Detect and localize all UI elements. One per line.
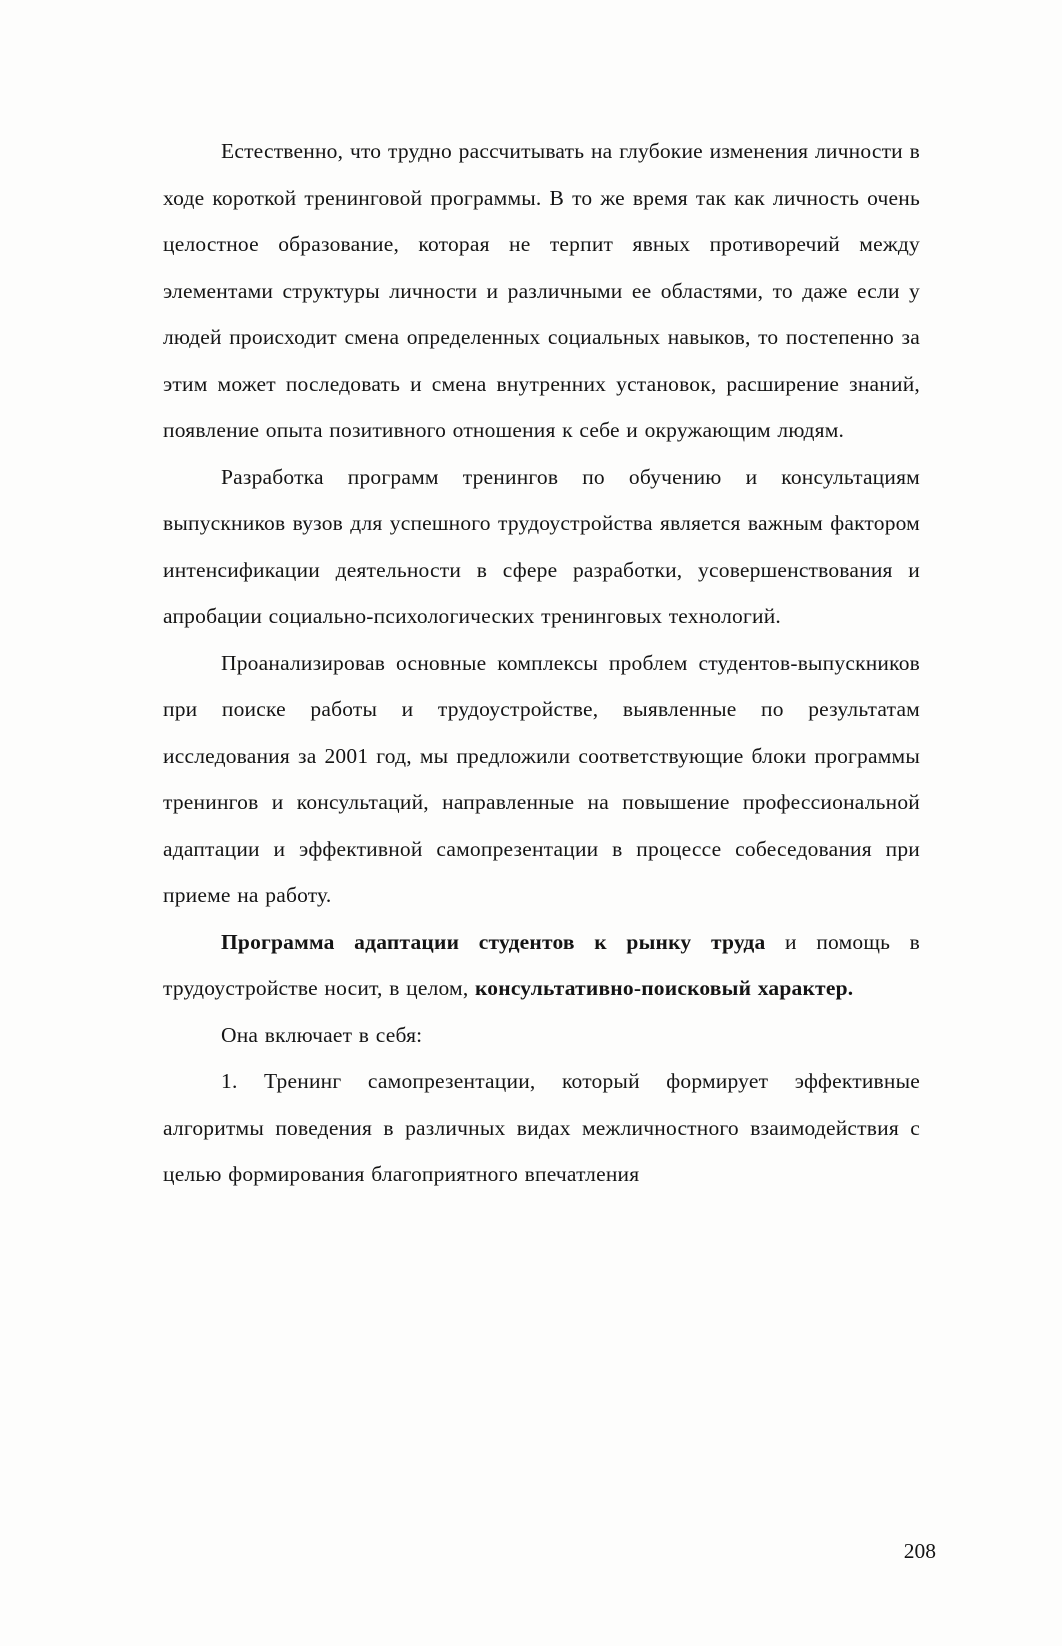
bold-consultative-character: консультативно-поисковый характер. [475,976,854,1000]
paragraph-personality-change: Естественно, что трудно рассчитывать на глубокие изменения личности в ходе короткой тренинговой программы. В то же время так как личность очень целостное образование, которая не терпит явных противоречий между элементами структуры личности и различными ее областями, то даже если у людей происходит смена определенных социальных навыков, то постепенно за этим может последовать и смена внутренних установок, расширение знаний, появление опыта позитивного отношения к себе и окружающим людям. [163,139,920,442]
body-text: и помощь в трудоустройстве носит, в целом, [163,929,921,1000]
paragraph-program-development: Разработка программ тренингов по обучению и консультациям выпускников вузов для успешного трудоустройства является важным фактором интенсификации деятельности в сфере разработки, усовершенствования и апробации социально-психологических тренинговых технологий. [163,464,920,628]
paragraph-analysis-2001: Проанализировав основные комплексы проблем студентов-выпускников при поиске работы и трудоустройстве, выявленные по результатам исследования за 2001 год, мы предложили соответствующие блоки программы тренингов и консультаций, направленные на повышение профессиональной адаптации и эффективной самопрезентации в процессе собеседования при приеме на работу. [163,650,920,907]
paragraph-adaptation-program [163,919,920,1012]
bold-program-title: Программа адаптации студентов к рынку труда [221,929,766,954]
paragraph-training-item-1: 1. Тренинг самопрезентации, который формирует эффективные алгоритмы поведения в различных видах межличностного взаимодействия с целью формирования благоприятного впечатления [163,1069,920,1186]
text-block [163,128,920,1198]
paragraph-includes: Она включает в себя: [221,1022,423,1047]
page-number: 208 [903,1539,936,1563]
